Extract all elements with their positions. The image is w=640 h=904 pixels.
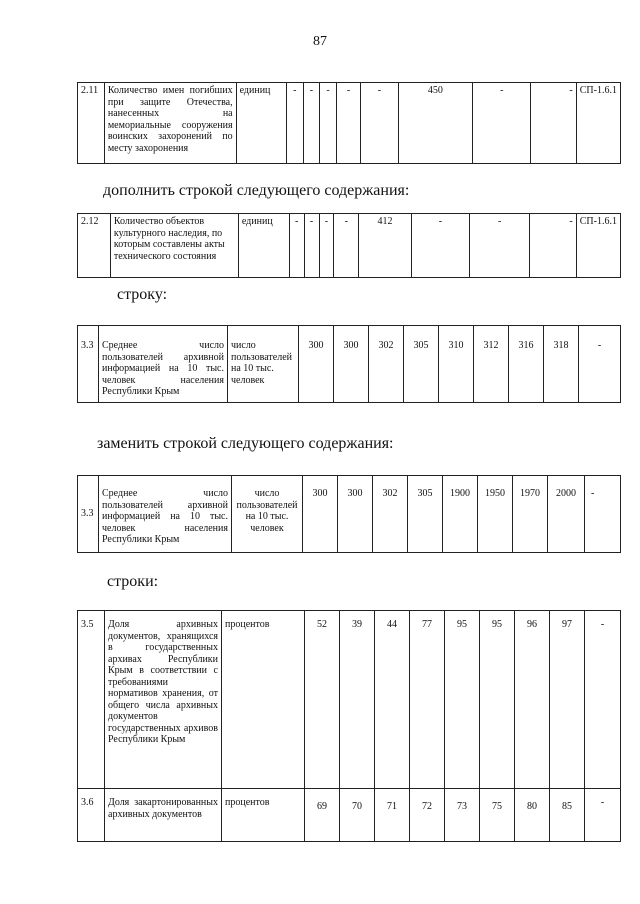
row-number: 3.3 bbox=[78, 476, 99, 553]
indicator-name: Количество объектов культурного наследия, по которым составлены акты технического состояния bbox=[110, 214, 238, 278]
table-row bbox=[78, 789, 621, 842]
value-cell: 305 bbox=[408, 476, 443, 553]
value-cell: - bbox=[289, 214, 304, 278]
value-cell: 300 bbox=[338, 476, 373, 553]
value-cell: - bbox=[334, 214, 359, 278]
value-cell: 73 bbox=[445, 789, 480, 842]
value-cell: 450 bbox=[398, 83, 472, 164]
unit: единиц bbox=[236, 83, 286, 164]
unit: единиц bbox=[238, 214, 289, 278]
value-cell: 310 bbox=[439, 326, 474, 403]
table-row-3-3-old bbox=[77, 325, 621, 403]
table-row-3-3-new bbox=[77, 475, 621, 553]
program-code: - bbox=[585, 476, 621, 553]
value-cell: 302 bbox=[369, 326, 404, 403]
value-cell: 312 bbox=[474, 326, 509, 403]
value-cell: - bbox=[304, 214, 319, 278]
value-cell: - bbox=[336, 83, 360, 164]
value-cell: 316 bbox=[509, 326, 544, 403]
value-cell: - bbox=[531, 83, 576, 164]
table-row bbox=[78, 83, 621, 164]
value-cell: - bbox=[361, 83, 399, 164]
value-cell: - bbox=[411, 214, 469, 278]
unit: процентов bbox=[222, 789, 305, 842]
table-row-2-11 bbox=[77, 82, 621, 164]
value-cell: - bbox=[473, 83, 531, 164]
table-row bbox=[78, 214, 621, 278]
table-rows-3-5-3-6 bbox=[77, 610, 621, 842]
value-cell: - bbox=[286, 83, 303, 164]
value-cell: 44 bbox=[375, 611, 410, 789]
value-cell: - bbox=[530, 214, 577, 278]
value-cell: 39 bbox=[340, 611, 375, 789]
unit: число пользователей на 10 тыс. человек bbox=[232, 476, 303, 553]
row-number: 3.6 bbox=[78, 789, 105, 842]
program-code: - bbox=[585, 789, 621, 842]
heading-replace-row: заменить строкой следующего содержания: bbox=[97, 435, 394, 452]
value-cell: 1900 bbox=[443, 476, 478, 553]
table-row bbox=[78, 326, 621, 403]
row-number: 2.12 bbox=[78, 214, 111, 278]
value-cell: 95 bbox=[480, 611, 515, 789]
value-cell: - bbox=[470, 214, 530, 278]
table-row-2-12 bbox=[77, 213, 621, 278]
value-cell: 80 bbox=[515, 789, 550, 842]
value-cell: 85 bbox=[550, 789, 585, 842]
page-number: 87 bbox=[313, 34, 327, 49]
indicator-name: Доля архивных документов, хранящихся в государственных архивах Республики Крым в соответствии с требованиями нормативов хранения, от общего числа архивных документов государственных архивов Республики Крым bbox=[105, 611, 222, 789]
program-code: - bbox=[579, 326, 621, 403]
value-cell: 52 bbox=[305, 611, 340, 789]
value-cell: 318 bbox=[544, 326, 579, 403]
value-cell: 72 bbox=[410, 789, 445, 842]
heading-add-row: дополнить строкой следующего содержания: bbox=[103, 182, 410, 199]
indicator-name: Среднее число пользователей архивной информацией на 10 тыс. человек населения Республики Крым bbox=[99, 476, 232, 553]
row-number: 3.5 bbox=[78, 611, 105, 789]
value-cell: 1970 bbox=[513, 476, 548, 553]
table-row bbox=[78, 611, 621, 789]
program-code: СП-1.6.1 bbox=[576, 214, 620, 278]
unit: число пользователей на 10 тыс. человек bbox=[228, 326, 299, 403]
value-cell: 412 bbox=[359, 214, 412, 278]
value-cell: 300 bbox=[303, 476, 338, 553]
value-cell: 302 bbox=[373, 476, 408, 553]
value-cell: - bbox=[303, 83, 320, 164]
program-code: - bbox=[585, 611, 621, 789]
value-cell: 300 bbox=[299, 326, 334, 403]
unit: процентов bbox=[222, 611, 305, 789]
value-cell: 75 bbox=[480, 789, 515, 842]
value-cell: 96 bbox=[515, 611, 550, 789]
value-cell: 300 bbox=[334, 326, 369, 403]
heading-rows: строки: bbox=[107, 573, 159, 590]
table-row bbox=[78, 476, 621, 553]
value-cell: 97 bbox=[550, 611, 585, 789]
value-cell: 77 bbox=[410, 611, 445, 789]
value-cell: - bbox=[320, 83, 337, 164]
value-cell: 1950 bbox=[478, 476, 513, 553]
value-cell: 69 bbox=[305, 789, 340, 842]
indicator-name: Среднее число пользователей архивной информацией на 10 тыс. человек населения Республики Крым bbox=[99, 326, 228, 403]
value-cell: 2000 bbox=[548, 476, 585, 553]
indicator-name: Количество имен погибших при защите Отечества, нанесенных на мемориальные сооружения воинских захоронений по месту захоронения bbox=[104, 83, 236, 164]
value-cell: 305 bbox=[404, 326, 439, 403]
heading-row: строку: bbox=[117, 286, 168, 303]
value-cell: 70 bbox=[340, 789, 375, 842]
value-cell: - bbox=[319, 214, 334, 278]
value-cell: 71 bbox=[375, 789, 410, 842]
row-number: 3.3 bbox=[78, 326, 99, 403]
value-cell: 95 bbox=[445, 611, 480, 789]
row-number: 2.11 bbox=[78, 83, 105, 164]
indicator-name: Доля закартонированных архивных документов bbox=[105, 789, 222, 842]
program-code: СП-1.6.1 bbox=[576, 83, 620, 164]
